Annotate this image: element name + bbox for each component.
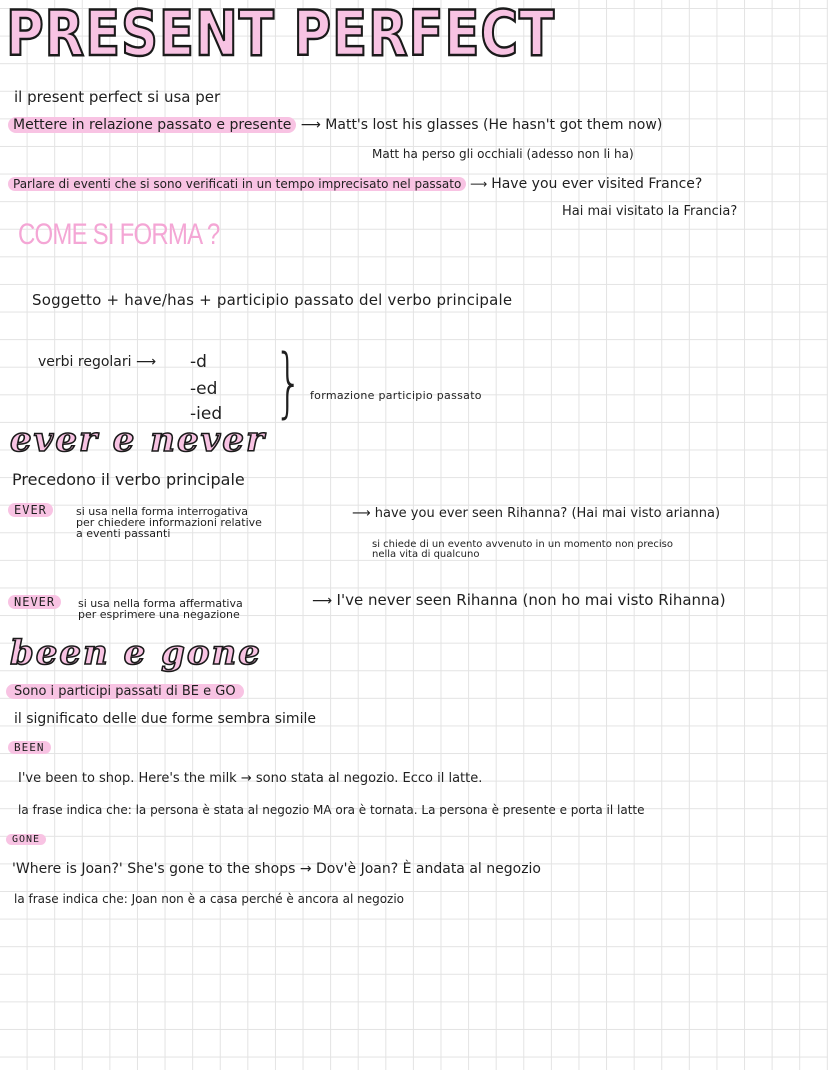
use-1-row: [8, 117, 662, 133]
gone-explanation: la frase indica che: Joan non è a casa perché è ancora al negozio: [14, 892, 405, 906]
been-explanation: la frase indica che: la persona è stata al negozio MA ora è tornata. La persona è presente e porta il latte: [18, 803, 645, 817]
been-gone-heading: been e gone: [10, 633, 262, 673]
brace-note: formazione participio passato: [310, 389, 482, 402]
arrow-icon: ⟶: [135, 354, 157, 370]
been-gone-line: il significato delle due forme sembra simile: [14, 711, 316, 727]
ever-never-intro: Precedono il verbo principale: [12, 470, 245, 489]
use-2-translation: Hai mai visitato la Francia?: [562, 204, 738, 219]
ever-note: [372, 540, 673, 560]
ever-note-line: nella vita di qualcuno: [372, 549, 480, 560]
intro-text: il present perfect si usa per: [14, 88, 221, 106]
ever-desc-line: si usa nella forma interrogativa: [76, 505, 248, 518]
never-desc-line: si usa nella forma affermativa: [78, 597, 243, 610]
arrow-icon: ⟶: [352, 506, 371, 521]
been-tag: BEEN: [8, 741, 51, 754]
ever-desc-line: per chiedere informazioni relative: [76, 516, 262, 529]
gone-tag: GONE: [6, 834, 46, 845]
ever-note-line: si chiede di un evento avvenuto in un momento non preciso: [372, 539, 673, 550]
been-gone-subtitle: Sono i participi passati di BE e GO: [6, 684, 244, 699]
ending-ied: -ied: [190, 404, 223, 424]
formation-heading: COME SI FORMA ?: [18, 218, 220, 251]
ending-d: -d: [190, 352, 207, 372]
use-2-example: Have you ever visited France?: [491, 176, 703, 192]
been-example: I've been to shop. Here's the milk → sono stata al negozio. Ecco il latte.: [18, 771, 483, 786]
arrow-icon: ⟶: [470, 177, 488, 191]
formation-formula: Soggetto + have/has + participio passato del verbo principale: [32, 291, 513, 309]
regular-verbs-row: [38, 354, 156, 370]
use-1-label: Mettere in relazione passato e presente: [8, 117, 296, 133]
gone-example: 'Where is Joan?' She's gone to the shops → Dov'è Joan? È andata al negozio: [12, 861, 541, 877]
ever-tag: EVER: [8, 503, 53, 517]
use-2-label: Parlare di eventi che si sono verificati in un tempo imprecisato nel passato: [8, 177, 466, 191]
arrow-icon: ⟶: [312, 593, 333, 609]
ever-example-row: [352, 506, 720, 521]
ever-example: have you ever seen Rihanna? (Hai mai visto arianna): [374, 506, 721, 521]
use-1-translation: Matt ha perso gli occhiali (adesso non li ha): [372, 147, 634, 161]
use-2-row: [8, 176, 702, 192]
page-title: PRESENT PERFECT: [6, 0, 555, 70]
never-example-row: [312, 591, 726, 609]
arrow-icon: ⟶: [300, 117, 321, 133]
ever-desc-line: a eventi passanti: [76, 527, 171, 540]
ever-description: [76, 506, 262, 539]
never-description: [78, 598, 243, 620]
use-1-example: Matt's lost his glasses (He hasn't got them now): [325, 117, 663, 133]
never-example: I've never seen Rihanna (non ho mai visto Rihanna): [336, 591, 726, 609]
regular-verbs-label: verbi regolari: [38, 354, 132, 370]
ending-ed: -ed: [190, 379, 218, 399]
never-tag: NEVER: [8, 595, 61, 609]
ever-never-heading: ever e never: [10, 420, 266, 460]
curly-brace: }: [274, 337, 304, 426]
never-desc-line: per esprimere una negazione: [78, 608, 240, 621]
